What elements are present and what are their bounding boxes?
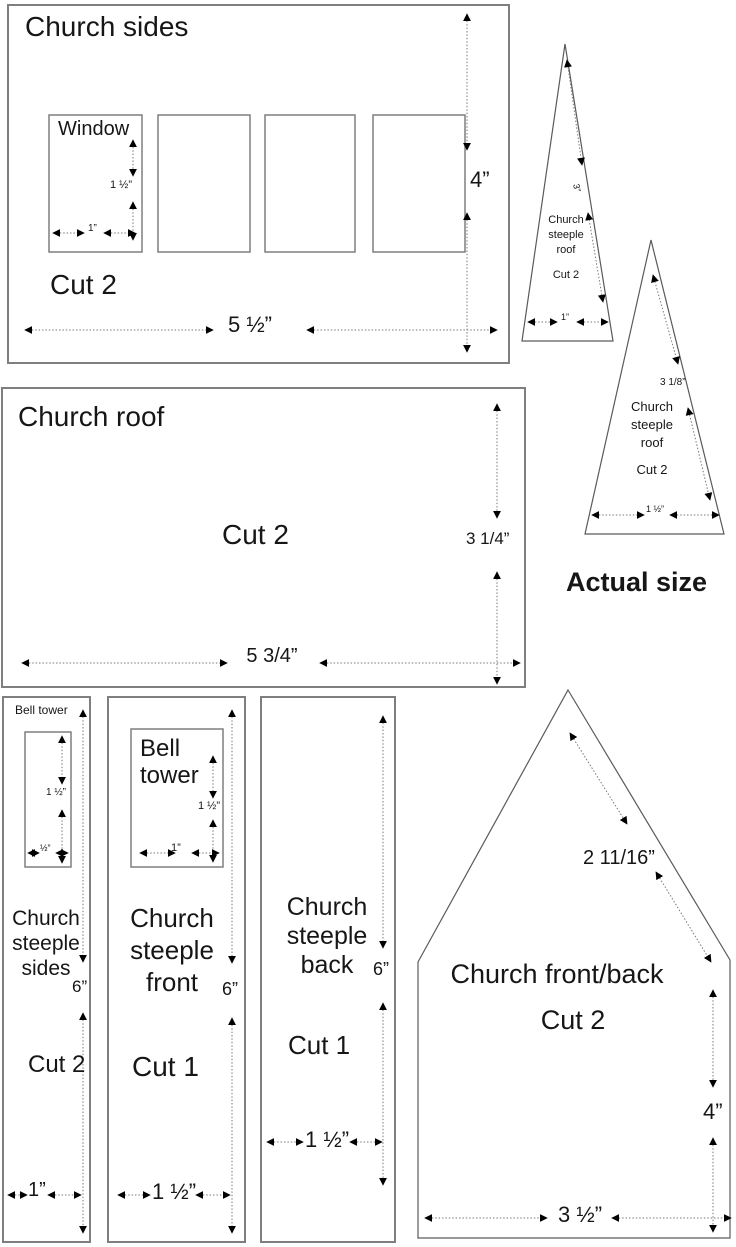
front-back-slant-dim: 2 11/16” [583,847,655,869]
steeple-front-height-dim: 6” [222,979,239,999]
window-width-dim: 1” [88,223,97,234]
church-roof-cut-label: Cut 2 [222,519,289,550]
actual-size-note: Actual size [566,567,708,597]
window-label: Window [58,118,130,140]
steeple-sides-height-dim: 6” [72,977,88,996]
front-back-title: Church front/back [450,959,664,989]
dimension-lines [8,11,731,1233]
church-sides-piece [8,5,509,363]
steeple-sides-name [12,906,80,981]
steeple-roof-large-line3: roof [640,435,664,450]
bell-tower-sides-label: Bell tower [15,703,68,717]
steeple-roof-small-line2: steeple [548,229,584,241]
steeple-back-width-dim: 1 ½” [305,1127,350,1152]
steeple-roof-large-piece [585,240,724,534]
bell-tower-front-line2: tower [140,762,199,789]
steeple-back-height-dim: 6” [373,959,390,979]
bell-tower-sides-height-dim: 1 ½” [46,787,67,798]
steeple-back-cut-label: Cut 1 [288,1030,351,1060]
church-sides-width-dim: 5 ½” [227,312,273,337]
steeple-front-line3: front [145,967,199,997]
steeple-back-line2: steeple [286,922,368,950]
front-back-cut-label: Cut 2 [540,1005,606,1035]
steeple-roof-large-cut-label: Cut 2 [636,462,668,477]
window-height-dim: 1 ½” [110,179,133,191]
steeple-front-line2: steeple [130,935,214,965]
bell-tower-front-line1: Bell [140,735,181,762]
church-sides-cut-label: Cut 2 [50,269,117,300]
bell-tower-sides-width-dim: ½” [40,843,51,853]
steeple-back-line3: back [300,951,354,979]
steeple-roof-large-slant-dim: 3 1/8” [660,377,686,388]
front-back-width-dim: 3 ½” [558,1202,603,1227]
steeple-front-width-dim: 1 ½” [152,1179,197,1204]
steeple-roof-large-base-dim: 1 ½” [646,504,665,514]
bell-tower-front-label [140,735,199,789]
steeple-roof-small-cut-label: Cut 2 [552,269,580,281]
steeple-roof-large-line2: steeple [631,417,673,432]
church-sides-title: Church sides [25,11,189,42]
steeple-roof-small-slant-dim: 3” [571,182,583,193]
steeple-roof-small-name [548,213,583,258]
window-3 [265,115,355,252]
church-roof-height-dim: 3 1/4” [466,529,510,548]
steeple-sides-line2: steeple [12,932,80,955]
steeple-roof-small-line3: roof [556,244,576,256]
window-4 [373,115,465,252]
window-2 [158,115,250,252]
steeple-front-cut-label: Cut 1 [132,1051,199,1082]
steeple-roof-large-line1: Church [631,399,673,414]
church-roof-title: Church roof [18,401,165,432]
steeple-roof-small-line1: Church [548,214,584,226]
bell-tower-front-width-dim: 1” [171,842,181,854]
steeple-back-line1: Church [286,893,368,921]
bell-tower-front-height-dim: 1 ½” [198,800,221,812]
church-sides-height-dim: 4” [470,167,490,192]
front-back-height-dim: 4” [703,1099,723,1124]
steeple-front-name [130,902,214,998]
steeple-roof-small-base-dim: 1” [561,312,570,322]
steeple-roof-small-piece [522,44,613,341]
steeple-back-name [287,893,368,980]
steeple-roof-large-name [631,398,673,452]
steeple-front-line1: Church [130,903,214,933]
steeple-sides-width-dim: 1” [28,1179,46,1201]
steeple-sides-line1: Church [12,907,80,930]
steeple-sides-cut-label: Cut 2 [28,1051,86,1078]
church-roof-width-dim: 5 3/4” [246,645,298,667]
steeple-sides-line3: sides [21,957,71,980]
